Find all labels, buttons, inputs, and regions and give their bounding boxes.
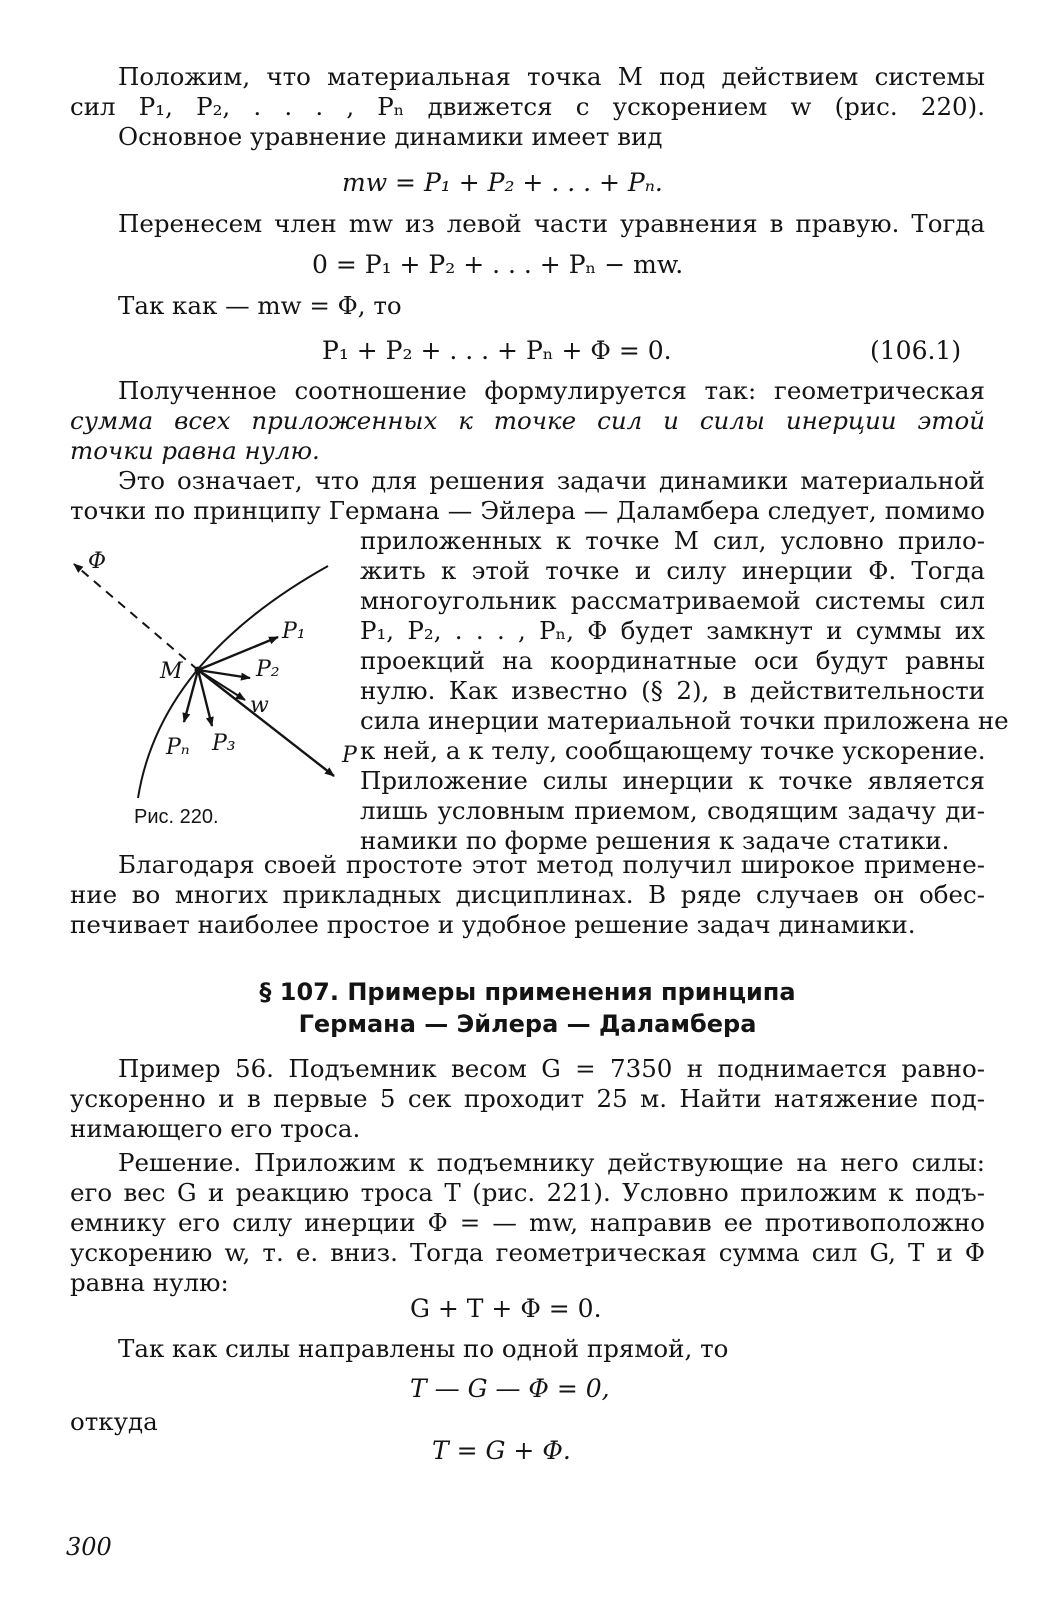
- text-line: его вес G и реакцию троса T (рис. 221). Условно приложим к подъ-: [70, 1178, 985, 1207]
- equation: G + T + Φ = 0.: [410, 1294, 602, 1323]
- text-line: нулю. Как известно (§ 2), в действительности: [360, 676, 985, 705]
- text-line: сила инерции материальной точки приложена не: [360, 706, 1009, 735]
- section-heading: § 107. Примеры применения принципа: [259, 978, 796, 1006]
- equation: T = G + Φ.: [432, 1436, 571, 1465]
- text-line: откуда: [70, 1407, 158, 1436]
- text-line: лишь условным приемом, сводящим задачу ди-: [360, 796, 985, 825]
- text-line: ние во многих прикладных дисциплинах. В ряде случаев он обес-: [70, 880, 985, 909]
- label-w: w: [250, 693, 269, 718]
- figure-220: [60, 540, 360, 820]
- text-line: Это означает, что для решения задачи динамики материальной: [118, 466, 985, 495]
- section-heading: Германа — Эйлера — Даламбера: [298, 1010, 757, 1038]
- text-line: проекций на координатные оси будут равны: [360, 646, 985, 675]
- text-line: емнику его силу инерции Φ = — mw, направив ее противоположно: [70, 1208, 985, 1237]
- figure-caption: Рис. 220.: [134, 806, 219, 828]
- label-p3: P₃: [212, 731, 236, 756]
- text-line: к ней, а к телу, сообщающему точке ускорение.: [360, 736, 986, 765]
- text-line: точки по принципу Германа — Эйлера — Даламбера следует, помимо: [70, 496, 985, 525]
- label-phi: Φ: [88, 549, 107, 574]
- page-number: 300: [66, 1533, 112, 1561]
- point-m-dot: [195, 667, 202, 674]
- label-pn: Pₙ: [166, 735, 190, 760]
- text-line-italic: точки равна нулю.: [70, 436, 320, 465]
- text-line: печивает наиболее простое и удобное решение задач динамики.: [70, 910, 916, 939]
- text-line: приложенных к точке M сил, условно прило-: [360, 526, 985, 555]
- label-m: M: [160, 659, 183, 684]
- label-p: P: [342, 743, 357, 768]
- resultant-p-arrow: [198, 670, 334, 776]
- equation: T — G — Φ = 0,: [410, 1374, 610, 1403]
- text-line: Полученное соотношение формулируется так: геометрическая: [118, 376, 985, 405]
- text-line: жить к этой точке и силу инерции Φ. Тогда: [360, 556, 985, 585]
- label-p2: P₂: [256, 657, 280, 682]
- text-line: Основное уравнение динамики имеет вид: [118, 122, 663, 151]
- text-line: Так как — mw = Φ, то: [118, 291, 402, 320]
- text-line: нимающего его троса.: [70, 1114, 361, 1143]
- text-line: P₁, P₂, . . . , Pₙ, Φ будет замкнут и суммы их: [360, 616, 985, 645]
- text-line: многоугольник рассматриваемой системы сил: [360, 586, 985, 615]
- inertia-force-arrow: [74, 564, 198, 670]
- text-line: сил P₁, P₂, . . . , Pₙ движется с ускорением w (рис. 220).: [70, 92, 985, 121]
- solution-line: Решение. Приложим к подъемнику действующие на него силы:: [118, 1148, 985, 1177]
- equation: mw = P₁ + P₂ + . . . + Pₙ.: [342, 168, 663, 197]
- text-line-italic: сумма всех приложенных к точке сил и силы инерции этой: [70, 406, 985, 435]
- text-line: Так как силы направлены по одной прямой, то: [118, 1334, 729, 1363]
- equation: 0 = P₁ + P₂ + . . . + Pₙ − mw.: [312, 250, 684, 279]
- text-line: ускорению w, т. е. вниз. Тогда геометрическая сумма сил G, T и Φ: [70, 1238, 985, 1267]
- text-line: Положим, что материальная точка M под действием системы: [118, 62, 985, 91]
- text-line: Благодаря своей простоте этот метод получил широкое примене-: [118, 850, 985, 879]
- example-line: Пример 56. Подъемник весом G = 7350 н поднимается равно-: [118, 1054, 985, 1083]
- equation-number: (106.1): [870, 336, 962, 365]
- text-line: ускоренно и в первые 5 сек проходит 25 м. Найти натяжение под-: [70, 1084, 985, 1113]
- text-line: намики по форме решения к задаче статики.: [360, 826, 950, 855]
- text-line: Перенесем член mw из левой части уравнения в правую. Тогда: [118, 209, 985, 238]
- text-line: Приложение силы инерции к точке является: [360, 766, 985, 795]
- text-line: равна нулю:: [70, 1268, 229, 1297]
- label-p1: P₁: [282, 619, 306, 644]
- equation: P₁ + P₂ + . . . + Pₙ + Φ = 0.: [322, 336, 672, 365]
